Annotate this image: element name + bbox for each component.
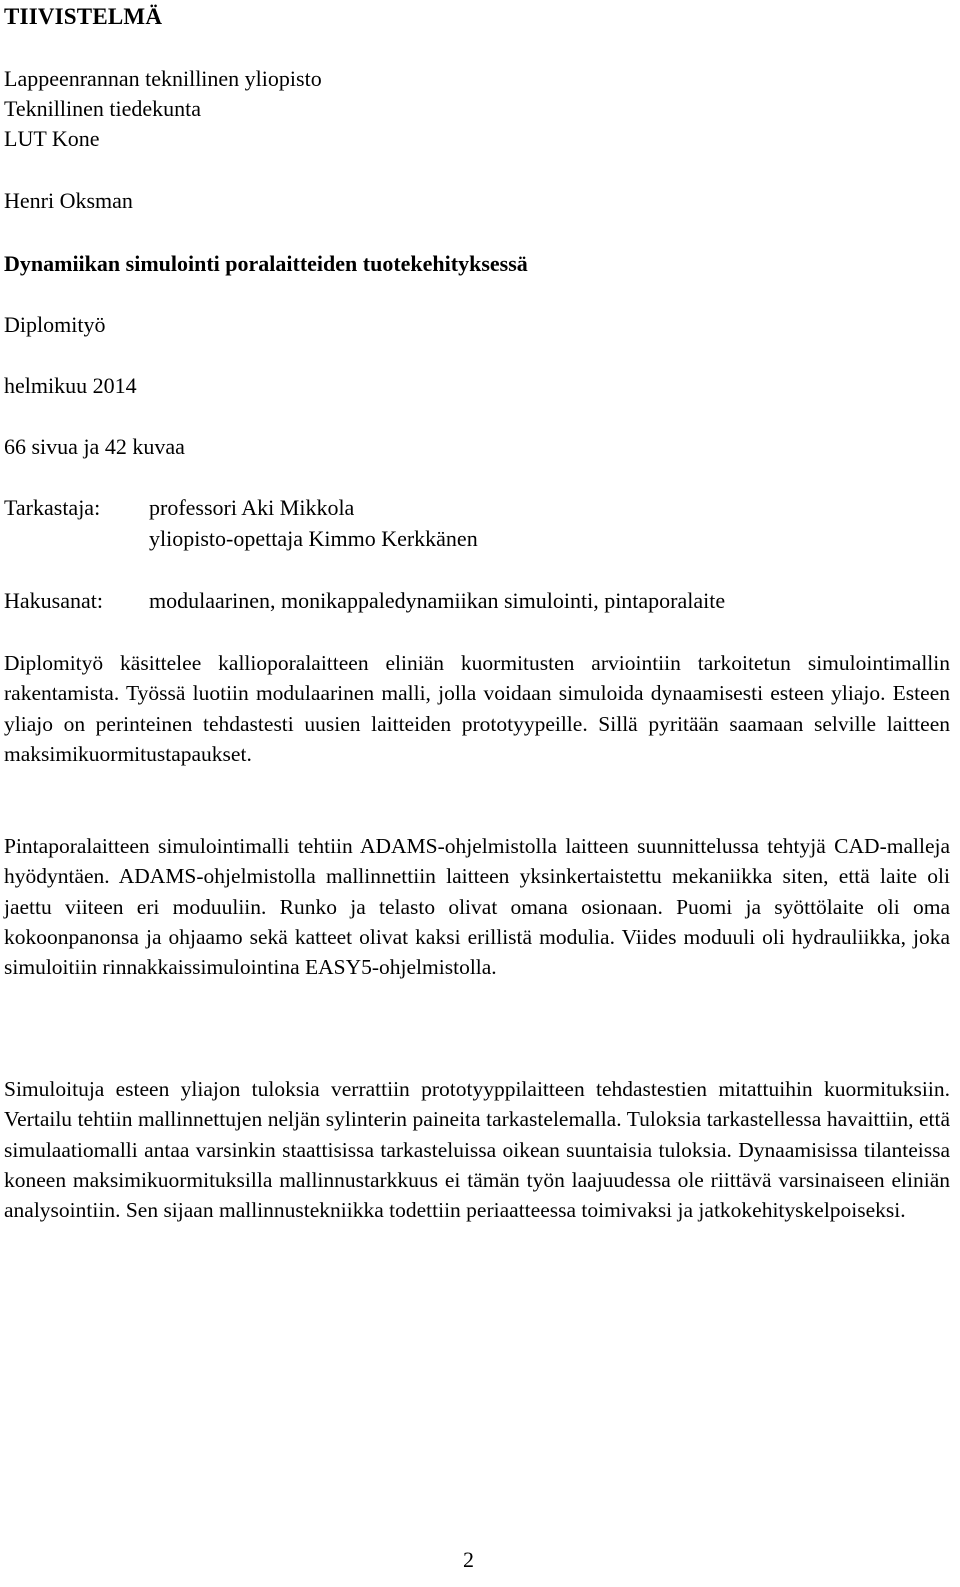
- abstract-paragraph: Pintaporalaitteen simulointimalli tehtiin ADAMS-ohjelmistolla laitteen suunnittelussa tehtyjä CAD-malleja hyödyntäen. ADAMS-ohjelmistolla mallinnettiin laitteen yksinkertaistettu mekaniikka siten, että laite oli jaettu viiteen eri moduuliin. Runko ja telasto olivat omana osionaan. Puomi ja syöttölaite oli oma kokoonpanonsa ja ohjaamo sekä katteet olivat kaksi erillistä modulia. Viides moduuli oli hydrauliikka, joka simuloitiin rinnakkaissimulointina EASY5-ohjelmistolla.: [4, 834, 950, 980]
- thesis-title: Dynamiikan simulointi poralaitteiden tuotekehityksessä: [4, 251, 528, 276]
- examiner-name: yliopisto-opettaja Kimmo Kerkkänen: [149, 526, 478, 551]
- examiner-name: professori Aki Mikkola: [149, 495, 355, 520]
- abstract-heading: TIIVISTELMÄ: [4, 4, 163, 29]
- page-number: 2: [463, 1547, 474, 1572]
- faculty-name: Teknillinen tiedekunta: [4, 96, 202, 121]
- abstract-paragraph: Diplomityö käsittelee kallioporalaitteen eliniän kuormitusten arviointiin tarkoitetun simulointimallin rakentamista. Työssä luotiin modulaarinen malli, jolla voidaan simuloida dynaamisesti esteen yliajo. Esteen yliajo on perinteinen tehdastesti uusien laitteiden prototyypeille. Sillä pyritään saamaan selville laitteen maksimikuormitustapaukset.: [4, 651, 950, 766]
- keywords-label: Hakusanat:: [4, 588, 103, 613]
- examiners-label: Tarkastaja:: [4, 495, 101, 520]
- thesis-extent: 66 sivua ja 42 kuvaa: [4, 434, 185, 459]
- thesis-type: Diplomityö: [4, 312, 106, 337]
- institution-block: [4, 64, 322, 154]
- abstract-paragraph: Simuloituja esteen yliajon tuloksia verrattiin prototyyppilaitteen tehdastestien mitattuihin kuormituksiin. Vertailu tehtiin mallinnettujen neljän sylinterin paineita tarkastelemalla. Tuloksia tarkastellessa havaittiin, että simulaatiomalli antaa varsinkin staattisissa tarkasteluissa oikean suuntaisia tuloksia. Dynaamisissa tilanteissa koneen maksimikuormituksilla mallinnustarkkuus ei tämän työn laajuudessa ole riittävä varsinaiseen eliniän analysointiin. Sen sijaan mallinnustekniikka todettiin periaatteessa toimivaksi ja jatkokehityskelpoiseksi.: [4, 1077, 950, 1223]
- university-name: Lappeenrannan teknillinen yliopisto: [4, 66, 322, 91]
- thesis-date: helmikuu 2014: [4, 373, 137, 398]
- author-name: Henri Oksman: [4, 188, 133, 213]
- department-name: LUT Kone: [4, 126, 100, 151]
- keywords-value: modulaarinen, monikappaledynamiikan simulointi, pintaporalaite: [149, 588, 726, 613]
